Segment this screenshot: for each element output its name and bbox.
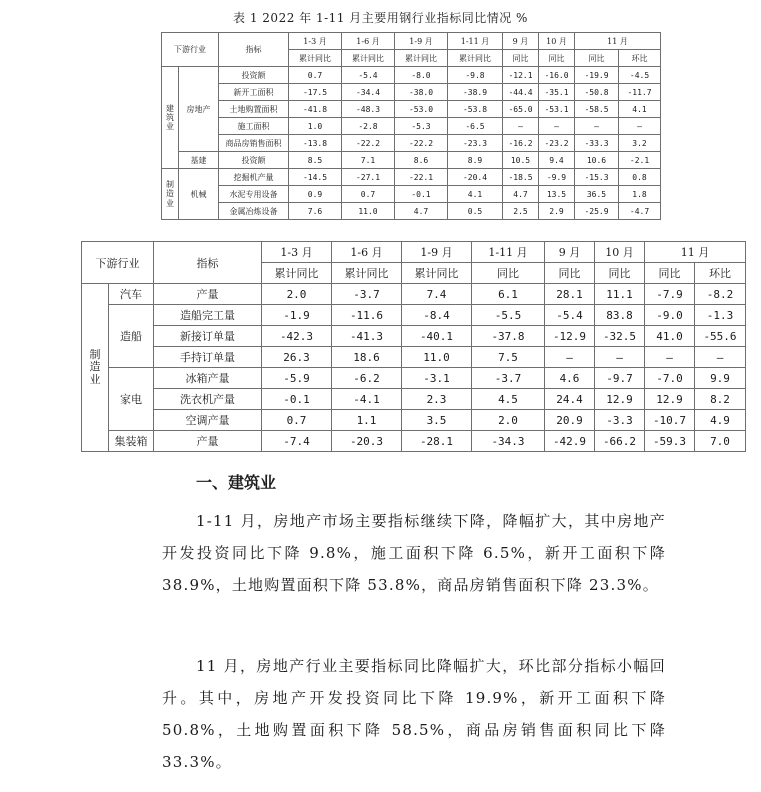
value-cell: -3.7 <box>472 368 545 389</box>
value-cell: — <box>575 118 619 135</box>
value-cell: — <box>503 118 539 135</box>
value-cell: -12.1 <box>503 67 539 84</box>
value-cell: -17.5 <box>289 84 342 101</box>
indicator-name: 投资额 <box>219 152 289 169</box>
header-period: 10 月 <box>539 33 575 50</box>
value-cell: -8.0 <box>395 67 448 84</box>
value-cell: -6.2 <box>332 368 402 389</box>
header-period: 11 月 <box>645 242 746 263</box>
value-cell: -3.3 <box>595 410 645 431</box>
indicator-name: 施工面积 <box>219 118 289 135</box>
header-measure: 同比 <box>503 50 539 67</box>
table-row <box>162 84 661 101</box>
value-cell: — <box>695 347 746 368</box>
value-cell: 83.8 <box>595 305 645 326</box>
table-row <box>82 368 746 389</box>
indicator-name: 土地购置面积 <box>219 101 289 118</box>
value-cell: 26.3 <box>262 347 332 368</box>
value-cell: -7.4 <box>262 431 332 452</box>
table-caption: 表 1 2022 年 1-11 月主要用钢行业指标同比情况 % <box>233 11 528 25</box>
sector-auto: 汽车 <box>109 284 154 305</box>
value-cell: 7.1 <box>342 152 395 169</box>
value-cell: 3.2 <box>619 135 661 152</box>
value-cell: -7.0 <box>645 368 695 389</box>
value-cell: 2.0 <box>472 410 545 431</box>
header-row <box>162 33 661 50</box>
value-cell: 12.9 <box>645 389 695 410</box>
header-measure: 累计同比 <box>395 50 448 67</box>
value-cell: 9.4 <box>539 152 575 169</box>
value-cell: 7.4 <box>402 284 472 305</box>
table-row <box>82 284 746 305</box>
value-cell: -5.3 <box>395 118 448 135</box>
value-cell: 28.1 <box>545 284 595 305</box>
header-measure: 累计同比 <box>402 263 472 284</box>
header-measure: 同比 <box>595 263 645 284</box>
value-cell: -8.2 <box>695 284 746 305</box>
value-cell: 0.8 <box>619 169 661 186</box>
header-measure: 同比 <box>472 263 545 284</box>
value-cell: 12.9 <box>595 389 645 410</box>
indicator-name: 手持订单量 <box>154 347 262 368</box>
table-row <box>162 186 661 203</box>
header-measure: 同比 <box>575 50 619 67</box>
value-cell: -22.2 <box>342 135 395 152</box>
value-cell: -28.1 <box>402 431 472 452</box>
sector-appliance: 家电 <box>109 368 154 431</box>
value-cell: — <box>595 347 645 368</box>
header-industry: 下游行业 <box>82 242 154 284</box>
value-cell: -16.0 <box>539 67 575 84</box>
indicator-name: 水泥专用设备 <box>219 186 289 203</box>
value-cell: 9.9 <box>695 368 746 389</box>
value-cell: 7.5 <box>472 347 545 368</box>
value-cell: -66.2 <box>595 431 645 452</box>
value-cell: 4.9 <box>695 410 746 431</box>
header-period: 1-9 月 <box>402 242 472 263</box>
value-cell: -65.0 <box>503 101 539 118</box>
value-cell: 0.7 <box>289 67 342 84</box>
paragraph-2: 11 月，房地产行业主要指标同比降幅扩大，环比部分指标小幅回升。其中，房地产开发投资同比下降 19.9%，新开工面积下降 50.8%，土地购置面积下降 58.5%，商品房销售面积同比下降 33.3%。 <box>162 657 666 771</box>
sector-machinery: 机械 <box>179 169 219 220</box>
value-cell: 7.0 <box>695 431 746 452</box>
value-cell: -20.4 <box>448 169 503 186</box>
value-cell: — <box>619 118 661 135</box>
value-cell: 8.9 <box>448 152 503 169</box>
header-measure: 累计同比 <box>448 50 503 67</box>
table-row <box>82 389 746 410</box>
indicator-name: 投资额 <box>219 67 289 84</box>
header-period: 11 月 <box>575 33 661 50</box>
value-cell: -4.7 <box>619 203 661 220</box>
value-cell: -11.6 <box>332 305 402 326</box>
value-cell: -38.0 <box>395 84 448 101</box>
table-row <box>162 135 661 152</box>
header-measure: 环比 <box>619 50 661 67</box>
value-cell: -9.0 <box>645 305 695 326</box>
value-cell: -33.3 <box>575 135 619 152</box>
header-period: 1-9 月 <box>395 33 448 50</box>
header-period: 9 月 <box>545 242 595 263</box>
value-cell: 11.0 <box>342 203 395 220</box>
value-cell: -27.1 <box>342 169 395 186</box>
group-manufacturing: 制 造 业 <box>82 284 109 452</box>
value-cell: -5.9 <box>262 368 332 389</box>
sector-infrastructure: 基建 <box>179 152 219 169</box>
value-cell: -10.7 <box>645 410 695 431</box>
value-cell: 11.0 <box>402 347 472 368</box>
indicator-name: 造船完工量 <box>154 305 262 326</box>
table-row <box>162 169 661 186</box>
table-row <box>82 431 746 452</box>
value-cell: 36.5 <box>575 186 619 203</box>
value-cell: 2.5 <box>503 203 539 220</box>
value-cell: -4.1 <box>332 389 402 410</box>
value-cell: 2.9 <box>539 203 575 220</box>
value-cell: -4.5 <box>619 67 661 84</box>
value-cell: -5.4 <box>342 67 395 84</box>
value-cell: -34.3 <box>472 431 545 452</box>
value-cell: -41.3 <box>332 326 402 347</box>
table-row <box>162 152 661 169</box>
steel-industry-table-2 <box>81 241 746 452</box>
value-cell: -2.1 <box>619 152 661 169</box>
value-cell: -0.1 <box>262 389 332 410</box>
value-cell: 8.6 <box>395 152 448 169</box>
indicator-name: 挖掘机产量 <box>219 169 289 186</box>
value-cell: -38.9 <box>448 84 503 101</box>
value-cell: -48.3 <box>342 101 395 118</box>
value-cell: -22.1 <box>395 169 448 186</box>
table-row <box>82 410 746 431</box>
value-cell: -41.8 <box>289 101 342 118</box>
indicator-name: 冰箱产量 <box>154 368 262 389</box>
value-cell: -53.1 <box>539 101 575 118</box>
value-cell: -23.2 <box>539 135 575 152</box>
value-cell: 4.7 <box>503 186 539 203</box>
value-cell: 41.0 <box>645 326 695 347</box>
value-cell: -55.6 <box>695 326 746 347</box>
header-measure: 累计同比 <box>332 263 402 284</box>
value-cell: -59.3 <box>645 431 695 452</box>
header-measure: 累计同比 <box>342 50 395 67</box>
value-cell: -5.4 <box>545 305 595 326</box>
value-cell: -35.1 <box>539 84 575 101</box>
header-measure: 同比 <box>545 263 595 284</box>
value-cell: -0.1 <box>395 186 448 203</box>
table-row <box>82 326 746 347</box>
value-cell: -14.5 <box>289 169 342 186</box>
header-period: 1-3 月 <box>262 242 332 263</box>
value-cell: -58.5 <box>575 101 619 118</box>
table-row <box>162 101 661 118</box>
value-cell: 0.7 <box>262 410 332 431</box>
table-row <box>162 67 661 84</box>
indicator-name: 新接订单量 <box>154 326 262 347</box>
value-cell: -12.9 <box>545 326 595 347</box>
indicator-name: 产量 <box>154 431 262 452</box>
value-cell: 0.9 <box>289 186 342 203</box>
value-cell: -3.1 <box>402 368 472 389</box>
value-cell: -19.9 <box>575 67 619 84</box>
value-cell: 8.5 <box>289 152 342 169</box>
value-cell: -53.0 <box>395 101 448 118</box>
header-measure: 环比 <box>695 263 746 284</box>
indicator-name: 产量 <box>154 284 262 305</box>
value-cell: -15.3 <box>575 169 619 186</box>
table-row <box>162 203 661 220</box>
value-cell: 4.5 <box>472 389 545 410</box>
value-cell: 8.2 <box>695 389 746 410</box>
value-cell: -32.5 <box>595 326 645 347</box>
value-cell: 10.5 <box>503 152 539 169</box>
header-measure: 同比 <box>645 263 695 284</box>
header-measure: 累计同比 <box>289 50 342 67</box>
header-indicator: 指标 <box>219 33 289 67</box>
paragraph-1: 1-11 月，房地产市场主要指标继续下降，降幅扩大，其中房地产开发投资同比下降 9.8%，施工面积下降 6.5%，新开工面积下降 38.9%，土地购置面积下降 53.8%，商品房销售面积下降 23.3%。 <box>162 512 666 594</box>
value-cell: -53.8 <box>448 101 503 118</box>
value-cell: -6.5 <box>448 118 503 135</box>
value-cell: 20.9 <box>545 410 595 431</box>
value-cell: 4.6 <box>545 368 595 389</box>
value-cell: -7.9 <box>645 284 695 305</box>
value-cell: 2.3 <box>402 389 472 410</box>
value-cell: -44.4 <box>503 84 539 101</box>
group-manufacturing: 制 造 业 <box>162 169 179 220</box>
value-cell: -9.9 <box>539 169 575 186</box>
value-cell: -2.8 <box>342 118 395 135</box>
sector-real-estate: 房地产 <box>179 67 219 152</box>
value-cell: -34.4 <box>342 84 395 101</box>
indicator-name: 新开工面积 <box>219 84 289 101</box>
indicator-name: 洗衣机产量 <box>154 389 262 410</box>
header-period: 10 月 <box>595 242 645 263</box>
indicator-name: 商品房销售面积 <box>219 135 289 152</box>
value-cell: 0.7 <box>342 186 395 203</box>
value-cell: 10.6 <box>575 152 619 169</box>
value-cell: 4.1 <box>448 186 503 203</box>
value-cell: -16.2 <box>503 135 539 152</box>
value-cell: -13.8 <box>289 135 342 152</box>
header-measure: 累计同比 <box>262 263 332 284</box>
header-period: 1-11 月 <box>448 33 503 50</box>
header-row <box>82 242 746 263</box>
value-cell: — <box>545 347 595 368</box>
value-cell: -9.8 <box>448 67 503 84</box>
table-row <box>82 347 746 368</box>
value-cell: 1.0 <box>289 118 342 135</box>
header-indicator: 指标 <box>154 242 262 284</box>
value-cell: -50.8 <box>575 84 619 101</box>
value-cell: 1.8 <box>619 186 661 203</box>
value-cell: 6.1 <box>472 284 545 305</box>
steel-industry-table-1 <box>161 32 661 220</box>
indicator-name: 金属冶炼设备 <box>219 203 289 220</box>
value-cell: -3.7 <box>332 284 402 305</box>
value-cell: -23.3 <box>448 135 503 152</box>
value-cell: -18.5 <box>503 169 539 186</box>
header-period: 1-11 月 <box>472 242 545 263</box>
sector-shipbuilding: 造船 <box>109 305 154 368</box>
value-cell: 7.6 <box>289 203 342 220</box>
value-cell: 13.5 <box>539 186 575 203</box>
value-cell: -40.1 <box>402 326 472 347</box>
table-row <box>82 305 746 326</box>
value-cell: -37.8 <box>472 326 545 347</box>
header-industry: 下游行业 <box>162 33 219 67</box>
value-cell: -5.5 <box>472 305 545 326</box>
header-period: 1-3 月 <box>289 33 342 50</box>
value-cell: -22.2 <box>395 135 448 152</box>
section-heading: 一、建筑业 <box>196 473 277 492</box>
value-cell: 24.4 <box>545 389 595 410</box>
value-cell: -42.3 <box>262 326 332 347</box>
value-cell: -8.4 <box>402 305 472 326</box>
indicator-name: 空调产量 <box>154 410 262 431</box>
value-cell: 1.1 <box>332 410 402 431</box>
value-cell: -11.7 <box>619 84 661 101</box>
value-cell: -25.9 <box>575 203 619 220</box>
value-cell: 4.7 <box>395 203 448 220</box>
value-cell: — <box>645 347 695 368</box>
value-cell: 4.1 <box>619 101 661 118</box>
value-cell: 2.0 <box>262 284 332 305</box>
value-cell: -1.3 <box>695 305 746 326</box>
group-construction: 建 筑 业 <box>162 67 179 169</box>
value-cell: 11.1 <box>595 284 645 305</box>
sector-container: 集装箱 <box>109 431 154 452</box>
header-period: 1-6 月 <box>342 33 395 50</box>
value-cell: -9.7 <box>595 368 645 389</box>
value-cell: 18.6 <box>332 347 402 368</box>
value-cell: 0.5 <box>448 203 503 220</box>
value-cell: -42.9 <box>545 431 595 452</box>
header-period: 1-6 月 <box>332 242 402 263</box>
value-cell: -1.9 <box>262 305 332 326</box>
table-row <box>162 118 661 135</box>
header-measure: 同比 <box>539 50 575 67</box>
value-cell: 3.5 <box>402 410 472 431</box>
value-cell: — <box>539 118 575 135</box>
header-period: 9 月 <box>503 33 539 50</box>
value-cell: -20.3 <box>332 431 402 452</box>
